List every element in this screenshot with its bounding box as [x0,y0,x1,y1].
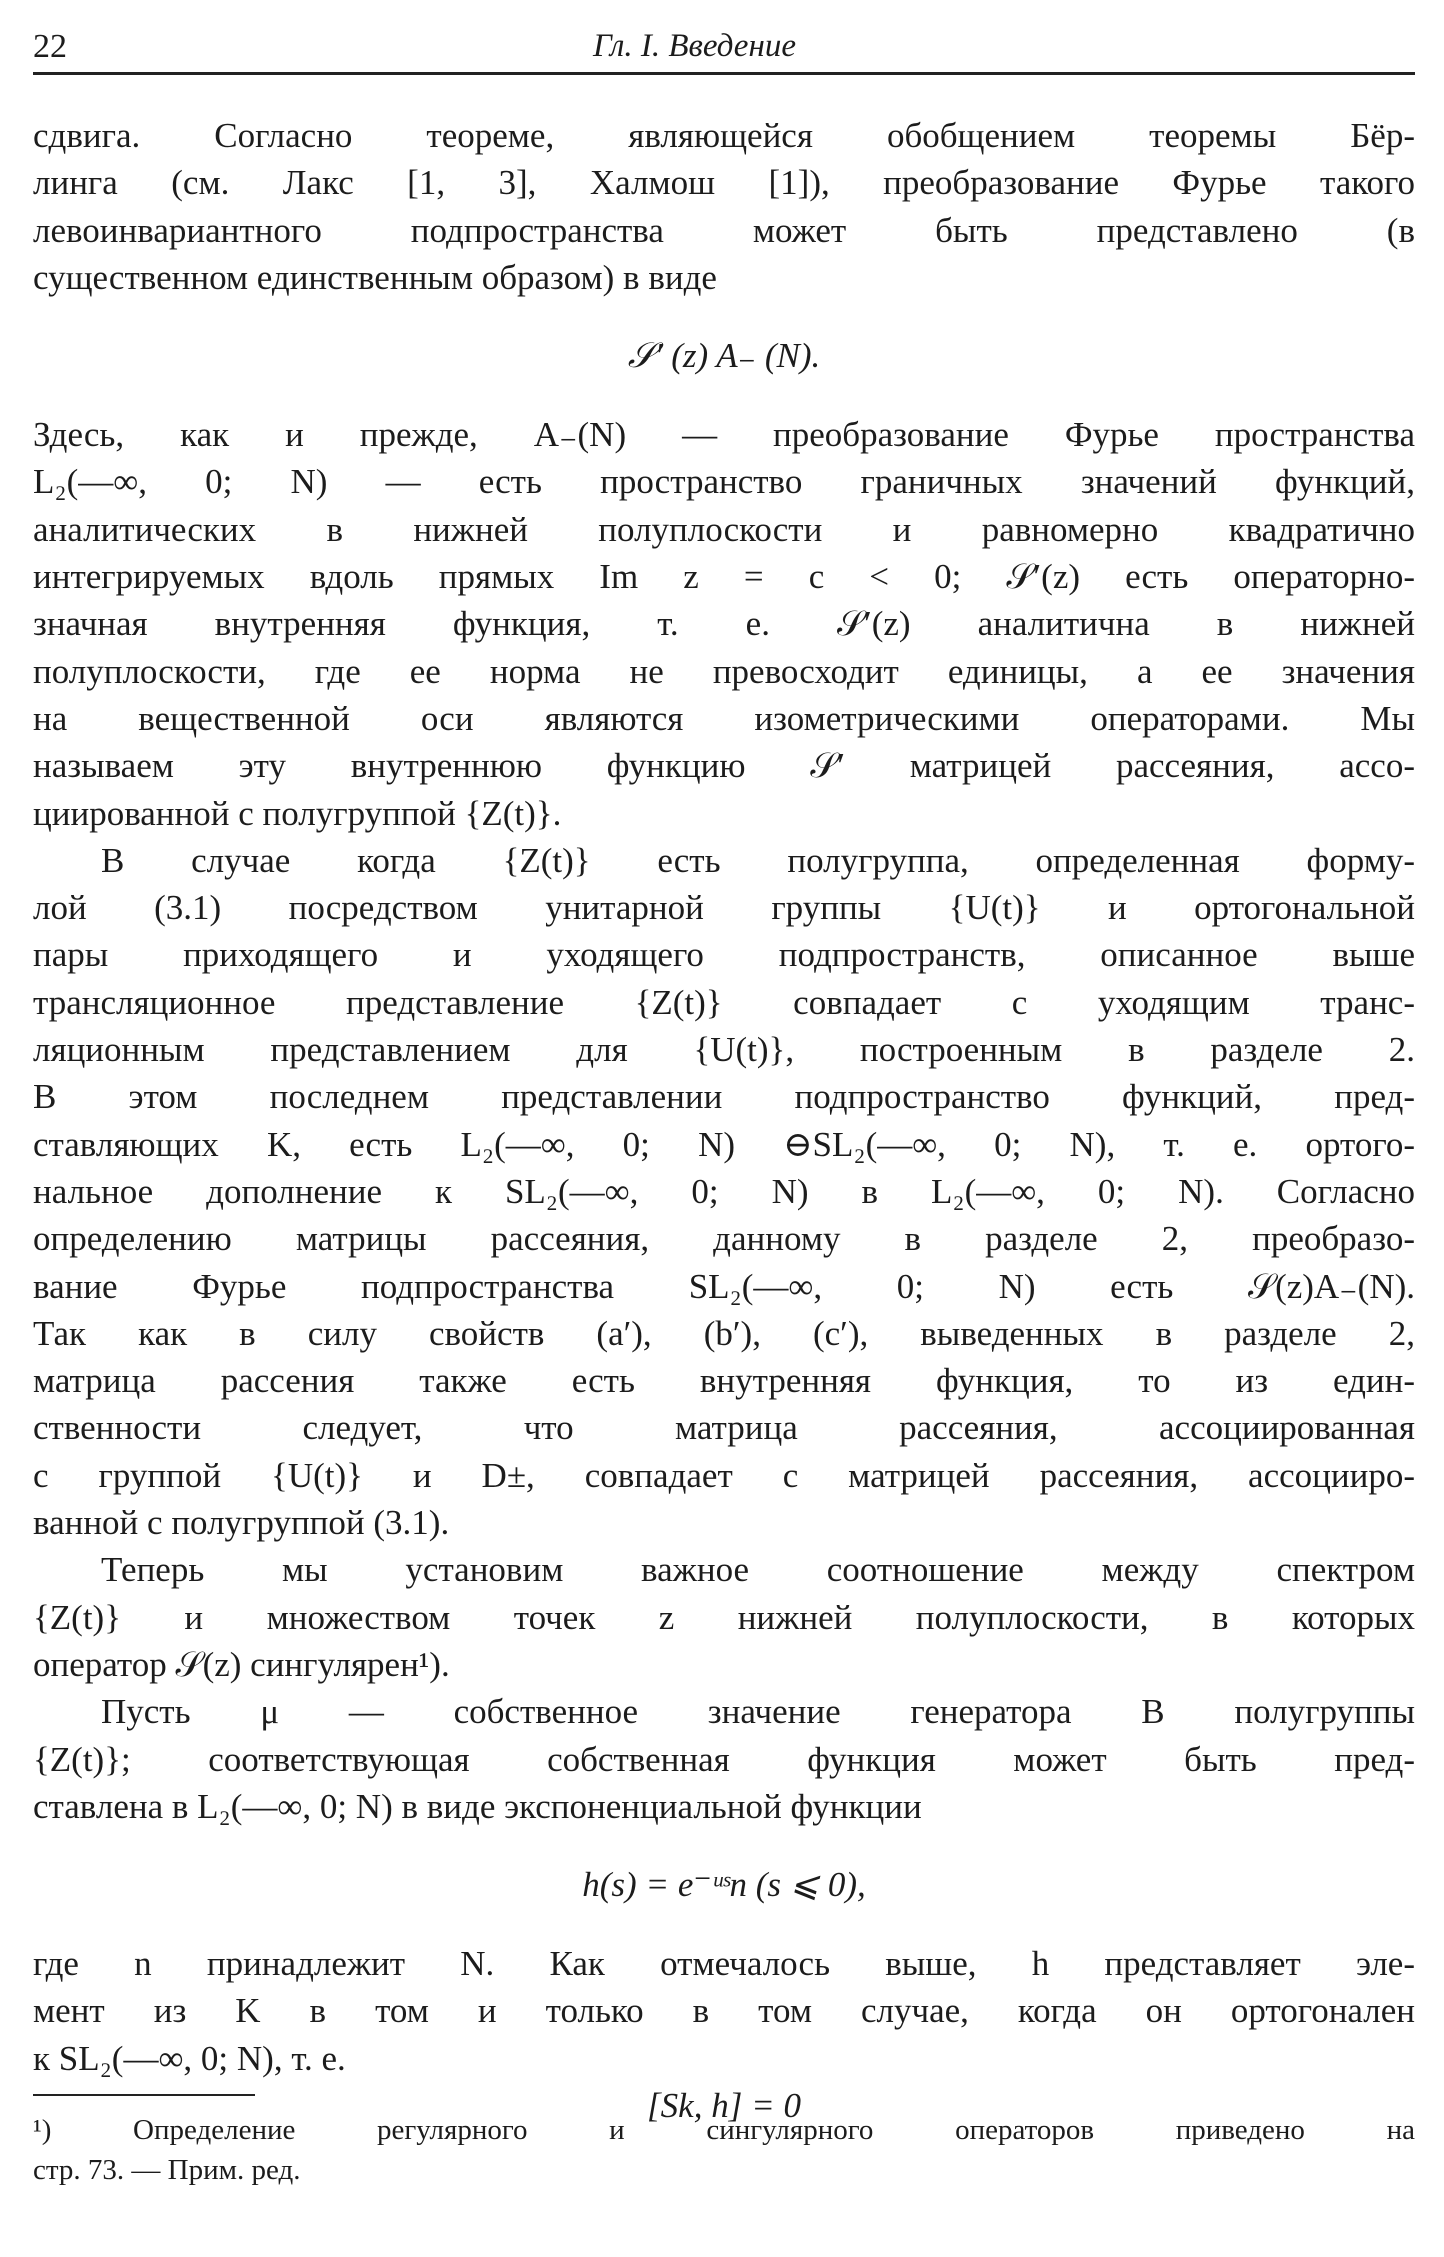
text-line: вание Фурье подпространства SL₂(—∞, 0; N) есть 𝒮(z)A₋(N). [33,1266,1415,1306]
text-line: определению матрицы рассеяния, данному в разделе 2, преобразо- [33,1219,1415,1259]
text-line: пары приходящего и уходящего подпространств, описанное выше [33,935,1415,975]
text-line: мент из K в том и только в том случае, когда он ортогонален [33,1991,1415,2031]
text-line: ляционным представлением для {U(t)}, построенным в разделе 2. [33,1030,1415,1070]
footnote [33,2110,1415,2190]
footnote-line: стр. 73. — Прим. ред. [33,2154,301,2186]
text-line: В этом последнем представлении подпространство функций, пред- [33,1077,1415,1117]
running-title: Гл. I. Введение [593,28,796,64]
formula-orthogonality: [Sk, h] = 0 [647,2085,801,2125]
text-line: оператор 𝒮(z) сингулярен¹). [33,1644,450,1684]
text-line: сдвига. Согласно теореме, являющейся обобщением теоремы Бёр- [33,116,1415,155]
text-line: ставлена в L₂(—∞, 0; N) в виде экспоненциальной функции [33,1786,922,1826]
footnote-divider [33,2094,255,2096]
page-number: 22 [33,28,67,65]
text-line: ванной с полугруппой (3.1). [33,1503,450,1543]
text-line: {Z(t)}; соответствующая собственная функция может быть пред- [33,1739,1415,1779]
text-line: где n принадлежит N. Как отмечалось выше, h представляет эле- [33,1944,1415,1984]
text-line: лой (3.1) посредством унитарной группы {U(t)} и ортогональной [33,888,1415,928]
text-line: Пусть μ — собственное значение генератора B полугруппы [101,1692,1415,1732]
text-line: аналитических в нижней полуплоскости и равномерно квадратично [33,509,1415,549]
text-line: полуплоскости, где ее норма не превосходит единицы, а ее значения [33,651,1415,691]
text-line: L₂(—∞, 0; N) — есть пространство граничных значений функций, [33,462,1415,502]
text-line: нальное дополнение к SL₂(—∞, 0; N) в L₂(—∞, 0; N). Согласно [33,1171,1415,1211]
text-line: матрица рассения также есть внутренняя функция, то из един- [33,1361,1415,1401]
text-line: Здесь, как и прежде, A₋(N) — преобразование Фурье пространства [33,415,1415,455]
text-line: В случае когда {Z(t)} есть полугруппа, определенная форму- [101,840,1415,880]
text-line: левоинвариантного подпространства может быть представлено (в [33,210,1415,250]
body-text [33,112,1415,2129]
footnote-line: ¹) Определение регулярного и сингулярного операторов приведено на [33,2114,1415,2146]
text-line: ставляющих K, есть L₂(—∞, 0; N) ⊖SL₂(—∞, 0; N), т. е. ортого- [33,1124,1415,1164]
text-line: интегрируемых вдоль прямых Im z = c < 0; 𝒮′(z) есть операторно- [33,557,1415,597]
text-line: на вещественной оси являются изометрическими операторами. Мы [33,698,1415,738]
page-header [33,22,1415,75]
text-line: {Z(t)} и множеством точек z нижней полуплоскости, в которых [33,1597,1415,1637]
formula-scattering-product: 𝒮′ (z) A₋ (N). [627,336,821,376]
text-line: линга (см. Лакс [1, 3], Халмош [1]), преобразование Фурье такого [33,163,1415,203]
text-line: с группой {U(t)} и D±, совпадает с матрицей рассеяния, ассоцииро- [33,1455,1415,1495]
text-line: к SL₂(—∞, 0; N), т. е. [33,2038,346,2078]
text-line: называем эту внутреннюю функцию 𝒮′ матрицей рассеяния, ассо- [33,746,1415,786]
text-line: Так как в силу свойств (a′), (b′), (c′), выведенных в разделе 2, [33,1313,1415,1353]
text-line: значная внутренняя функция, т. е. 𝒮′(z) аналитична в нижней [33,604,1415,644]
text-line: Теперь мы установим важное соотношение между спектром [101,1550,1415,1590]
text-line: существенном единственным образом) в виде [33,257,717,297]
text-line: ственности следует, что матрица рассеяния, ассоциированная [33,1408,1415,1448]
text-line: циированной с полугруппой {Z(t)}. [33,793,562,833]
text-line: трансляционное представление {Z(t)} совпадает с уходящим транс- [33,982,1415,1022]
formula-eigenfunction: h(s) = e⁻ᵘˢn (s ⩽ 0), [582,1865,866,1905]
